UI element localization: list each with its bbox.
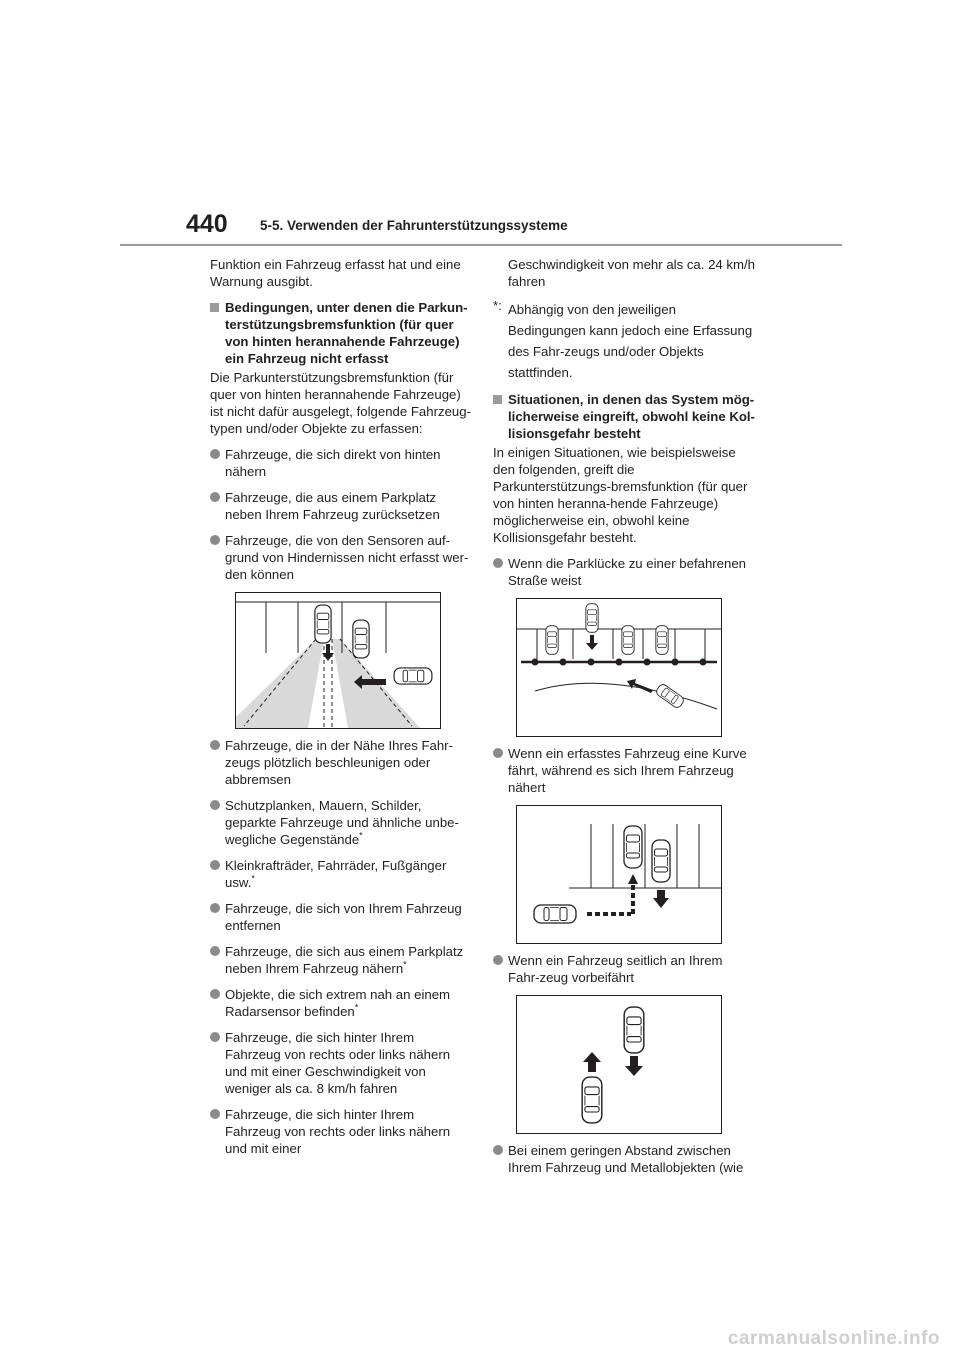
- list-item-text: Wenn ein erfasstes Fahrzeug eine Kurve fährt, während es sich Ihrem Fahrzeug nähert: [508, 746, 747, 795]
- bullet-icon: [210, 492, 220, 502]
- bullet-icon: [493, 1145, 503, 1155]
- list-item: [493, 952, 755, 986]
- heading-text: Situationen, in denen das System mög-licherweise eingreift, obwohl keine Kol-lisionsgefahr besteht: [508, 392, 755, 441]
- list-item: [210, 986, 472, 1020]
- list-item-text: Fahrzeuge, die sich hinter Ihrem Fahrzeug von rechts oder links nähern und mit einer Geschwindigkeit von weniger als ca. 8 km/h fahren: [225, 1030, 451, 1096]
- bullet-icon: [493, 558, 503, 568]
- figure-curving-vehicle: [516, 805, 722, 944]
- list-item: [210, 532, 472, 583]
- bullet-icon: [210, 946, 220, 956]
- bullet-icon: [210, 449, 220, 459]
- list-item: [493, 1142, 755, 1176]
- list-item-text: Fahrzeuge, die sich aus einem Parkplatz neben Ihrem Fahrzeug nähern: [225, 944, 464, 976]
- heading-square-icon: [210, 303, 219, 312]
- chapter-title: 5-5. Verwenden der Fahrunterstützungssysteme: [260, 218, 568, 233]
- list-item-text: Wenn die Parklücke zu einer befahrenen Straße weist: [508, 556, 747, 588]
- list-item: [493, 745, 755, 796]
- figure-parking-facing-road: [516, 598, 722, 737]
- list-item: [210, 797, 472, 848]
- list-item: [210, 1029, 472, 1097]
- bullet-icon: [210, 740, 220, 750]
- list-item-text: Fahrzeuge, die sich direkt von hinten nähern: [225, 447, 441, 479]
- list-item-text: Fahrzeuge, die sich hinter Ihrem Fahrzeug von rechts oder links nähern und mit einer: [225, 1107, 451, 1156]
- footnote-text: Abhängig von den jeweiligen Bedingungen kann jedoch eine Erfassung des Fahr-zeugs und/oder Objekts stattfinden.: [508, 302, 753, 380]
- heading-text: Bedingungen, unter denen die Parkun-terstützungsbremsfunktion (für quer von hinten herannahende Fahrzeuge) ein Fahrzeug nicht erfasst: [225, 300, 468, 366]
- section-heading-unnecessary-activation: [493, 391, 755, 442]
- list-item-text: Fahrzeuge, die sich von Ihrem Fahrzeug entfernen: [225, 901, 462, 933]
- footnote-marker: *: [251, 873, 255, 884]
- bullet-icon: [210, 800, 220, 810]
- figure-sensor-blocked: [235, 592, 441, 729]
- list-item-text: Fahrzeuge, die in der Nähe Ihres Fahr-zeugs plötzlich beschleunigen oder abbremsen: [225, 738, 453, 787]
- footnote-marker: *: [403, 959, 407, 970]
- footnote-marker: *: [359, 830, 363, 841]
- list-item: [210, 857, 472, 891]
- list-item-text: Bei einem geringen Abstand zwischen Ihrem Fahrzeug und Metallobjekten (wie: [508, 1143, 744, 1175]
- right-column: [493, 256, 755, 1185]
- bullet-icon: [210, 1032, 220, 1042]
- list-item-text: Schutzplanken, Mauern, Schilder, geparkte Fahrzeuge und ähnliche unbe-wegliche Gegenstände: [225, 798, 459, 847]
- list-item-text: Wenn ein Fahrzeug seitlich an Ihrem Fahr-zeug vorbeifährt: [508, 953, 723, 985]
- list-item: [210, 1106, 472, 1157]
- footnote: [493, 299, 755, 383]
- list-item-text: Objekte, die sich extrem nah an einem Radarsensor befinden: [225, 987, 451, 1019]
- bullet-icon: [210, 1109, 220, 1119]
- page-number: 440: [186, 210, 228, 238]
- list-item: [210, 737, 472, 788]
- list-item: [210, 943, 472, 977]
- footnote-marker: *: [354, 1002, 359, 1013]
- bullet-icon: [210, 903, 220, 913]
- heading-square-icon: [493, 395, 502, 404]
- continuation-text: Geschwindigkeit von mehr als ca. 24 km/h fahren: [508, 257, 756, 289]
- bullet-icon: [493, 955, 503, 965]
- list-item: [210, 489, 472, 523]
- section-paragraph: In einigen Situationen, wie beispielsweise den folgenden, greift die Parkunterstützungs-bremsfunktion (für quer von hinten heranna-hende Fahrzeuge) möglicherweise ein, obwohl keine Kollisionsgefahr besteht.: [493, 445, 748, 545]
- detection-area-left: [236, 639, 324, 728]
- list-item-text: Kleinkrafträder, Fahrräder, Fußgänger usw.: [225, 858, 447, 890]
- intro-text: Funktion ein Fahrzeug erfasst hat und eine Warnung ausgibt.: [210, 257, 461, 289]
- header-rule: [120, 244, 842, 246]
- list-item: [210, 446, 472, 480]
- section-heading-not-detected: [210, 299, 472, 367]
- bullet-icon: [210, 860, 220, 870]
- list-item-text: Fahrzeuge, die von den Sensoren auf-grund von Hindernissen nicht erfasst wer-den können: [225, 533, 469, 582]
- list-item: [210, 900, 472, 934]
- bullet-icon: [210, 989, 220, 999]
- bullet-icon: [210, 535, 220, 545]
- list-item-text: Fahrzeuge, die aus einem Parkplatz neben Ihrem Fahrzeug zurücksetzen: [225, 490, 440, 522]
- figure-vehicle-passing-side: [516, 995, 722, 1134]
- list-item: [493, 555, 755, 589]
- left-column: [210, 256, 472, 1166]
- bullet-icon: [493, 748, 503, 758]
- watermark: carmanualsonline.info: [727, 1328, 940, 1349]
- footnote-mark: *:: [493, 298, 502, 313]
- section-paragraph: Die Parkunterstützungsbremsfunktion (für quer von hinten herannahende Fahrzeuge) ist nicht dafür ausgelegt, folgende Fahrzeug-typen und/oder Objekte zu erfassen:: [210, 370, 471, 436]
